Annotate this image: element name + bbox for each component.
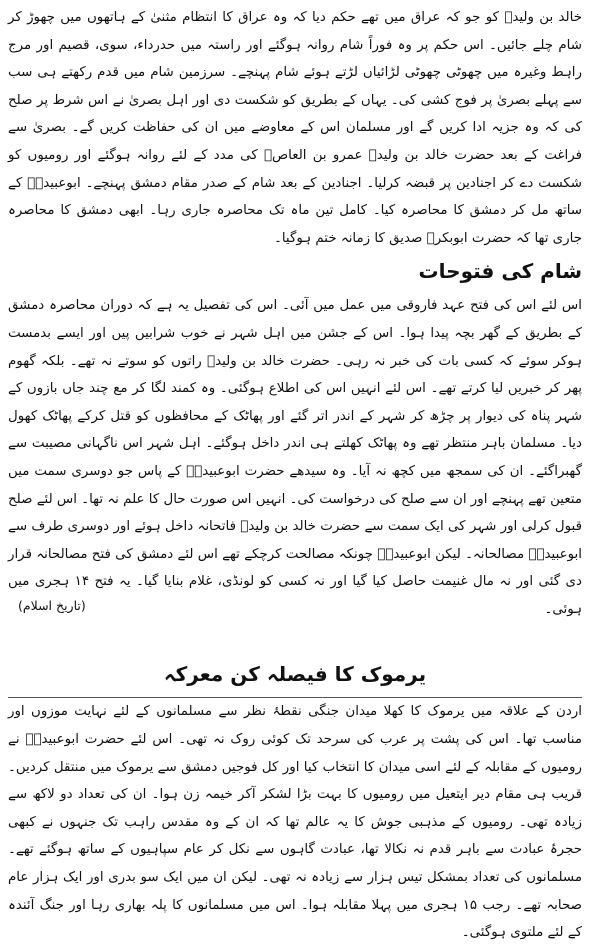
paragraph-damascus-conquest: اس لئے اس کی فتح عہد فاروقی میں عمل میں آئی۔ اس کی تفصیل یہ ہے کہ دوران محاصرہ دمشق کے بطریق کے گھر بچہ پیدا ہوا۔ اس کے جشن میں اہل شہر نے خوب شرابیں پیں اور ایسے بدمست ہوکر سوئے کہ کسی بات کی خبر نہ رہی۔ حضرت خالد بن ولیدؓ راتوں کو سوتے نہ تھے۔ بلکہ گھوم پھر کر خبریں لیا کرتے تھے۔ اس لئے انہیں اس کی اطلاع ہوگئی۔ وہ کمند لگا کر مع چند جاں بازوں کے شہر پناہ کی دیوار پر چڑھ کر شہر کے اندر اتر گئے اور پھاٹک کے محافظوں کو قتل کرکے پھاٹک کھول دیا۔ مسلمان باہر منتظر تھے وہ پھاٹک کھلتے ہی اندر داخل ہوگئے۔ اہل شہر اس ناگہانی مصیبت سے گھبراگئے۔ ان کی سمجھ میں کچھ نہ آیا۔ وہ سیدھے حضرت ابوعبیدہؓ کے پاس جو دوسری سمت میں متعین تھے پہنچے اور ان سے صلح کی درخواست کی۔ انہیں اس صورت حال کا علم نہ تھا۔ اس لئے صلح قبول کرلی اور شہر کی ایک سمت سے حضرت خالد بن ولیدؓ فاتحانہ داخل ہوئے اور دوسری طرف سے ابوعبیدہؓ مصالحانہ۔ لیکن ابوعبیدہؓ چونکہ مصالحت کرچکے تھے اس لئے دمشق کی فتح مصالحانہ قرار دی گئی اور نہ مال غنیمت حاصل کیا گیا اور نہ کسی کو لونڈی، غلام بنایا گیا۔ یہ فتح ۱۴ ہجری میں ہوئی۔ — [8, 298, 582, 617]
source-citation: (تاریخ اسلام) — [18, 598, 86, 613]
paragraph-khalid-syria: خالد بن ولیدؓ کو جو کہ عراق میں تھے حکم دیا کہ وہ عراق کا انتظام مثنیٰ کے ہاتھوں میں چھوڑ کر شام چلے جائیں۔ اس حکم پر وہ فوراً شام روانہ ہوگئے اور راستہ میں حدرداء، سوی، قصیم اور مرج راہط وغیرہ میں چھوٹی چھوٹی لڑائیاں لڑتے ہوئے شام پہنچے۔ سرزمین شام میں قدم رکھتے ہی سب سے پہلے بصریٰ پر فوج کشی کی۔ یہاں کے بطریق کو شکست دی اور اہل بصریٰ نے اس شرط پر صلح کی کہ وہ جزیہ ادا کریں گے اور مسلمان اس کے معاوضے میں ان کی حفاظت کریں گے۔ بصریٰ سے فراغت کے بعد حضرت خالد بن ولیدؓ عمرو بن العاصؓ کی مدد کے لئے روانہ ہوگئے اور رومیوں کو شکست دے کر اجنادین پر قبضہ کرلیا۔ اجنادین کے بعد شام کے صدر مقام دمشق پہنچے۔ ابوعبیدہؓ کے ساتھ مل کر دمشق کا محاصرہ کیا۔ کامل تین ماہ تک محاصرہ جاری رہا۔ ابھی دمشق کا محاصرہ جاری تھا کہ حضرت ابوبکرؓ صدیق کا زمانہ ختم ہوگیا۔ — [8, 10, 582, 246]
paragraph-yarmouk-battle: اردن کے علاقہ میں یرموک کا کھلا میدان جنگی نقطۂ نظر سے مسلمانوں کے لئے نہایت موزوں اور مناسب تھا۔ اس کی پشت پر عرب کی سرحد تک کوئی روک نہ تھی۔ اس لئے حضرت ابوعبیدہؓ نے رومیوں کے مقابلہ کے لئے اسی میدان کا انتخاب کیا اور کل فوجیں دمشق سے یرموک میں منتقل کردیں۔ قریب ہی مقام دیر ایتعیل میں رومیوں کا بہت بڑا لشکر آکر خیمہ زن ہوا۔ ان کی تعداد دو لاکھ سے زیادہ تھی۔ رومیوں کے مذہبی جوش کا یہ عالم تھا کہ ان کے وہ مقدس راہب تک جنہوں نے کبھی حجرۂ عبادت سے باہر قدم نہ نکالا تھا، عبادت گاہوں سے نکل کر عام سپاہیوں کے ساتھ ہوگئے تھے۔ مسلمانوں کی تعداد بمشکل تیس ہزار سے زیادہ نہ تھی۔ لیکن ان میں ایک سو بدری اور ایک ہزار عام صحابہ تھے۔ رجب ۱۵ ہجری میں پہلا مقابلہ ہوا۔ اس میں مسلمانوں کا پلہ بھاری رہا اور جنگ آئندہ کے لئے ملتوی ہوگئی۔ — [8, 704, 582, 941]
section-heading-yarmouk: یرموک کا فیصلہ کن معرکہ — [163, 662, 427, 687]
section-heading-syria-conquests: شام کی فتوحات — [418, 259, 582, 284]
